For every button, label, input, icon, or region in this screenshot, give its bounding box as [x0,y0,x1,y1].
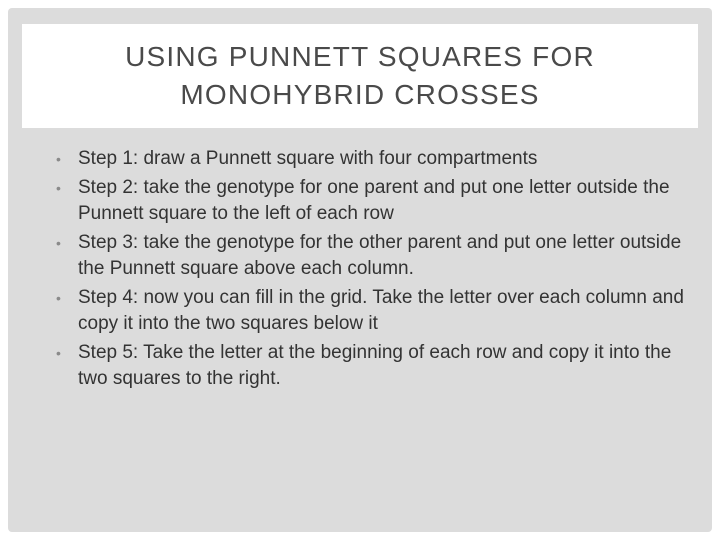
bullet-marker: • [56,180,61,196]
bullet-list [56,146,696,395]
bullet-marker: • [56,235,61,251]
bullet-text: Step 5: Take the letter at the beginning of each row and copy it into the two squares to the right. [78,342,672,389]
slide [8,8,712,532]
bullet-text: Step 1: draw a Punnett square with four compartments [78,148,538,169]
bullet-item-step-1 [56,146,696,172]
bullet-item-step-5 [56,340,696,392]
bullet-text: Step 2: take the genotype for one parent and put one letter outside the Punnett square to the left of each row [78,177,670,224]
bullet-marker: • [56,345,61,361]
bullet-text: Step 4: now you can fill in the grid. Take the letter over each column and copy it into the two squares below it [78,287,684,334]
title-box [22,24,698,128]
bullet-text: Step 3: take the genotype for the other parent and put one letter outside the Punnett square above each column. [78,232,682,279]
bullet-item-step-4 [56,285,696,337]
bullet-item-step-3 [56,230,696,282]
bullet-marker: • [56,290,61,306]
bullet-marker: • [56,151,61,167]
slide-title: USING PUNNETT SQUARES FOR MONOHYBRID CROSSES [125,41,595,110]
bullet-item-step-2 [56,175,696,227]
